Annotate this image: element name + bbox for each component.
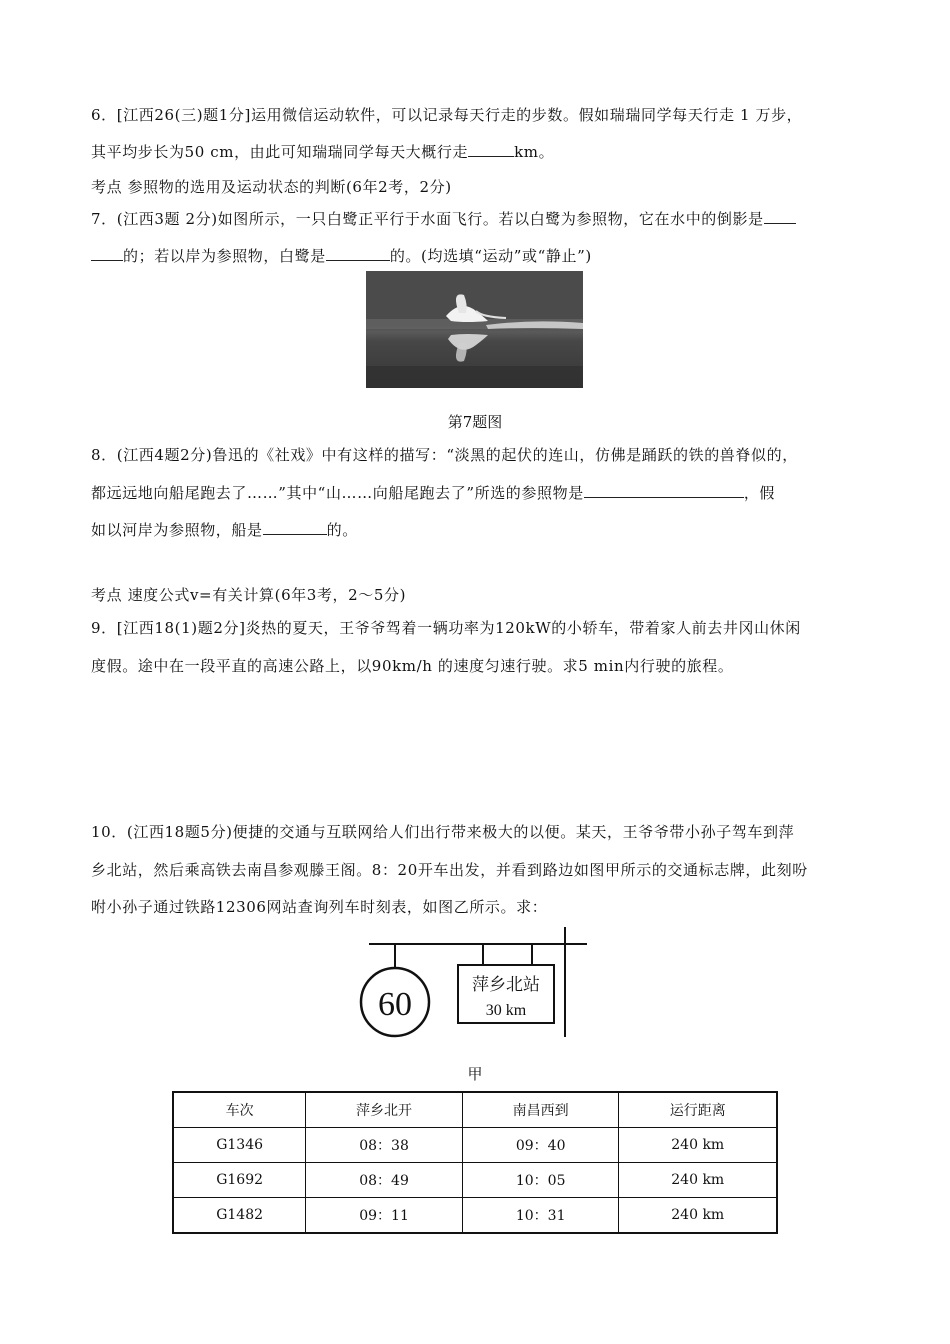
q10-line2: 乡北站，然后乘高铁去南昌参观滕王阁。8：20开车出发，并看到路边如图甲所示的交通标志牌，此刻吩 — [91, 861, 808, 879]
speed-limit-value: 60 — [378, 986, 412, 1023]
table-cell: 10：31 — [462, 1198, 619, 1234]
answer-blank[interactable] — [764, 209, 796, 224]
q7-line1 — [91, 208, 796, 229]
q7-line2-text: 的；若以岸为参照物，白鹭是 — [123, 247, 326, 265]
table-cell: 08：49 — [306, 1163, 463, 1198]
distance-sign-distance: 30 km — [485, 1002, 527, 1019]
traffic-sign-drawing — [355, 925, 595, 1045]
q10-figure-caption: 甲 — [467, 1065, 483, 1083]
table-cell: 10：05 — [462, 1163, 619, 1198]
q6-line1: 6．[江西26(三)题1分]运用微信运动软件，可以记录每天行走的步数。假如瑞瑞同学每天行走 1 万步， — [91, 106, 803, 124]
q10-line1: 10．(江西18题5分)便捷的交通与互联网给人们出行带来极大的以便。某天，王爷爷带小孙子驾车到萍 — [91, 823, 795, 841]
table-row — [173, 1128, 777, 1163]
column-header: 车次 — [173, 1092, 306, 1128]
answer-blank[interactable] — [91, 246, 123, 261]
table-cell: 09：40 — [462, 1128, 619, 1163]
column-header: 南昌西到 — [462, 1092, 619, 1128]
table-header-row — [173, 1092, 777, 1128]
q8-line2-text: 都远远地向船尾跑去了……”其中“山……向船尾跑去了”所选的参照物是 — [91, 484, 584, 502]
q6-line2-unit: km。 — [514, 143, 555, 161]
answer-blank[interactable] — [263, 520, 327, 535]
table-cell: G1692 — [173, 1163, 306, 1198]
table-cell: 09：11 — [306, 1198, 463, 1234]
q8-line2-tail: ，假 — [743, 484, 776, 502]
q8-line2 — [91, 482, 775, 503]
table-cell: G1346 — [173, 1128, 306, 1163]
train-timetable — [172, 1091, 778, 1234]
q7-line2 — [91, 245, 592, 266]
answer-blank[interactable] — [326, 246, 390, 261]
table-cell: 240 km — [619, 1128, 777, 1163]
table-cell: 240 km — [619, 1198, 777, 1234]
q8-line1: 8．(江西4题2分)鲁迅的《社戏》中有这样的描写：“淡黑的起伏的连山，仿佛是踊跃的铁的兽脊似的， — [91, 446, 798, 464]
answer-blank[interactable] — [584, 483, 744, 498]
q6-line2-text: 其平均步长为50 cm，由此可知瑞瑞同学每天大概行走 — [91, 143, 469, 161]
q7-line2-tail: 的。(均选填“运动”或“静止”) — [389, 247, 592, 265]
topic-heading-speed-formula: 考点 速度公式v=有关计算(6年3考，2～5分) — [91, 586, 407, 604]
egret-photo — [366, 271, 583, 388]
q9-line1: 9．[江西18(1)题2分]炎热的夏天，王爷爷驾着一辆功率为120kW的小轿车，带着家人前去井冈山休闲 — [91, 619, 801, 637]
q7-figure-caption: 第7题图 — [447, 413, 503, 431]
traffic-sign-figure — [355, 925, 595, 1045]
table-cell: 240 km — [619, 1163, 777, 1198]
egret-illustration — [366, 271, 583, 388]
q8-line3 — [91, 519, 358, 540]
distance-sign-station: 萍乡北站 — [472, 975, 540, 995]
table-cell: G1482 — [173, 1198, 306, 1234]
q7-line1-text: 7．(江西3题 2分)如图所示，一只白鹭正平行于水面飞行。若以白鹭为参照物，它在水中的倒影是 — [91, 210, 764, 228]
q10-line3: 咐小孙子通过铁路12306网站查询列车时刻表，如图乙所示。求： — [91, 898, 548, 916]
q6-line2 — [91, 141, 554, 162]
column-header: 萍乡北开 — [306, 1092, 463, 1128]
q9-line2: 度假。途中在一段平直的高速公路上，以90km/h 的速度匀速行驶。求5 min内行驶的旅程。 — [91, 657, 734, 675]
q8-line3-tail: 的。 — [326, 521, 358, 539]
topic-heading-reference-frame: 考点 参照物的选用及运动状态的判断(6年2考，2分) — [91, 178, 452, 196]
table-cell: 08：38 — [306, 1128, 463, 1163]
table-row — [173, 1163, 777, 1198]
table-row — [173, 1198, 777, 1234]
answer-blank[interactable] — [468, 142, 514, 157]
q8-line3-text: 如以河岸为参照物，船是 — [91, 521, 263, 539]
column-header: 运行距离 — [619, 1092, 777, 1128]
